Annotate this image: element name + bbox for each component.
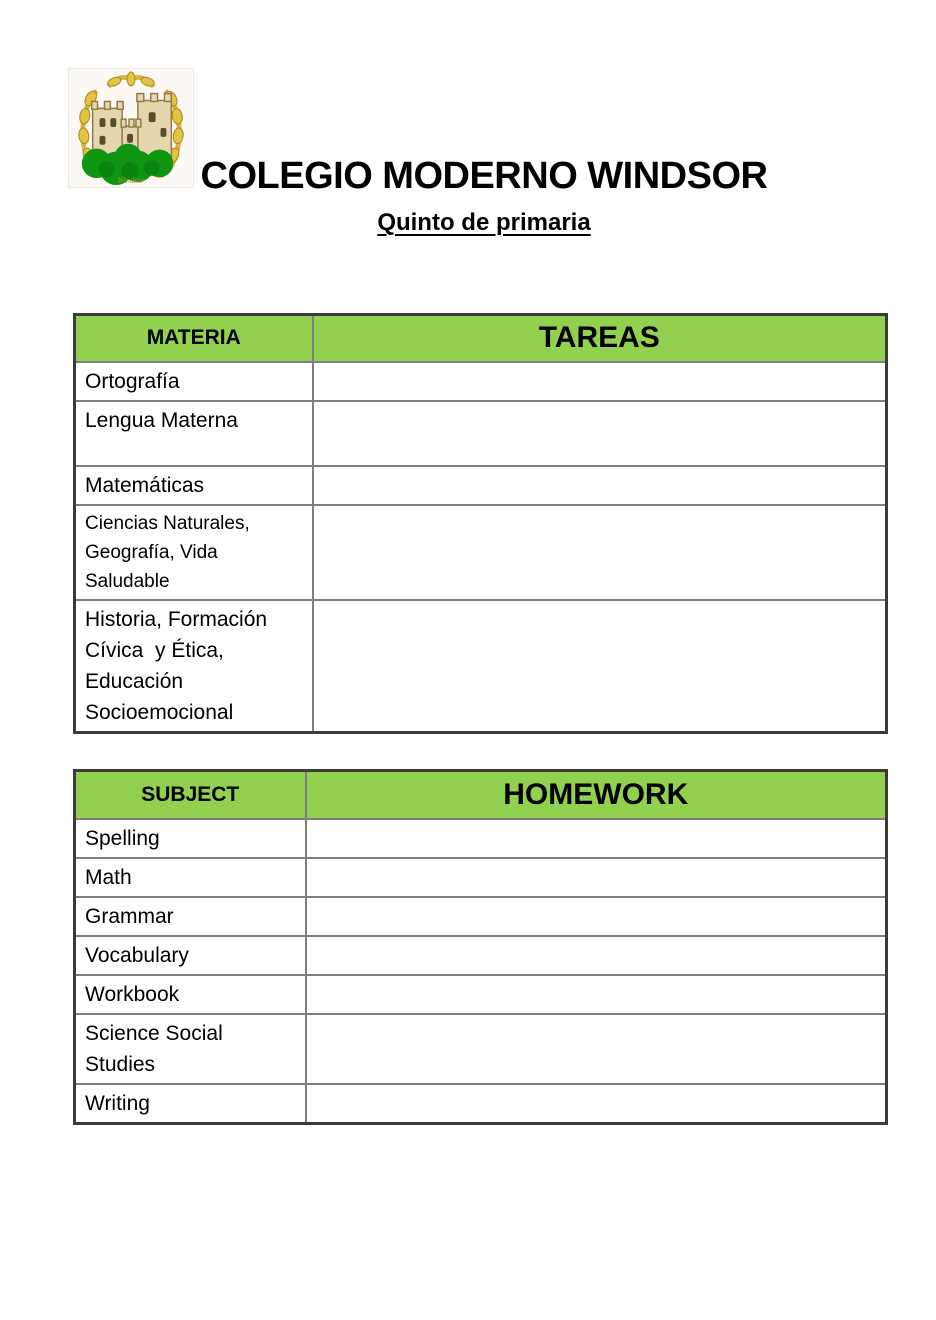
homework-row-3-entry-cell — [306, 936, 887, 975]
tareas-row-3-subject: Ciencias Naturales, Geografía, Vida Saludable — [75, 505, 313, 600]
table-row — [75, 858, 887, 897]
table-row — [75, 975, 887, 1014]
homework-row-4-subject: Workbook — [75, 975, 306, 1014]
tareas-row-2-entry-cell — [313, 466, 887, 505]
logo-caption: Windsor — [117, 176, 145, 186]
table-row — [75, 936, 887, 975]
tareas-column-header-entries: TAREAS — [313, 315, 887, 362]
homework-table — [73, 769, 888, 1125]
page-title: COLEGIO MODERNO WINDSOR — [200, 155, 768, 197]
homework-header-row — [75, 771, 887, 819]
table-row — [75, 362, 887, 401]
tareas-row-0-entry-cell — [313, 362, 887, 401]
tareas-row-1-subject: Lengua Materna — [75, 401, 313, 466]
homework-column-header-subject: SUBJECT — [75, 771, 306, 819]
table-row — [75, 897, 887, 936]
homework-row-3-subject: Vocabulary — [75, 936, 306, 975]
table-row — [75, 466, 887, 505]
homework-row-6-entry-cell — [306, 1084, 887, 1124]
tareas-row-2-subject: Matemáticas — [75, 466, 313, 505]
tareas-row-4-entry-cell — [313, 600, 887, 733]
page-subtitle-text: Quinto de primaria — [377, 209, 591, 236]
homework-row-6-subject: Writing — [75, 1084, 306, 1124]
homework-row-1-entry-cell — [306, 858, 887, 897]
homework-column-header-entries: HOMEWORK — [306, 771, 887, 819]
tareas-row-1-entry-cell — [313, 401, 887, 466]
table-row — [75, 1014, 887, 1084]
table-row — [75, 505, 887, 600]
table-row — [75, 401, 887, 466]
table-row — [75, 1084, 887, 1124]
tareas-table — [73, 313, 888, 734]
homework-row-2-entry-cell — [306, 897, 887, 936]
table-row — [75, 819, 887, 858]
tareas-column-header-subject: MATERIA — [75, 315, 313, 362]
homework-row-2-subject: Grammar — [75, 897, 306, 936]
tareas-row-0-subject: Ortografía — [75, 362, 313, 401]
homework-row-0-subject: Spelling — [75, 819, 306, 858]
homework-row-5-subject: Science Social Studies — [75, 1014, 306, 1084]
tareas-header-row — [75, 315, 887, 362]
page-subtitle — [32, 207, 936, 239]
homework-row-4-entry-cell — [306, 975, 887, 1014]
table-row — [75, 600, 887, 733]
homework-row-0-entry-cell — [306, 819, 887, 858]
tareas-row-4-subject: Historia, Formación Cívica y Ética, Educación Socioemocional — [75, 600, 313, 733]
homework-row-1-subject: Math — [75, 858, 306, 897]
tareas-row-3-entry-cell — [313, 505, 887, 600]
homework-row-5-entry-cell — [306, 1014, 887, 1084]
